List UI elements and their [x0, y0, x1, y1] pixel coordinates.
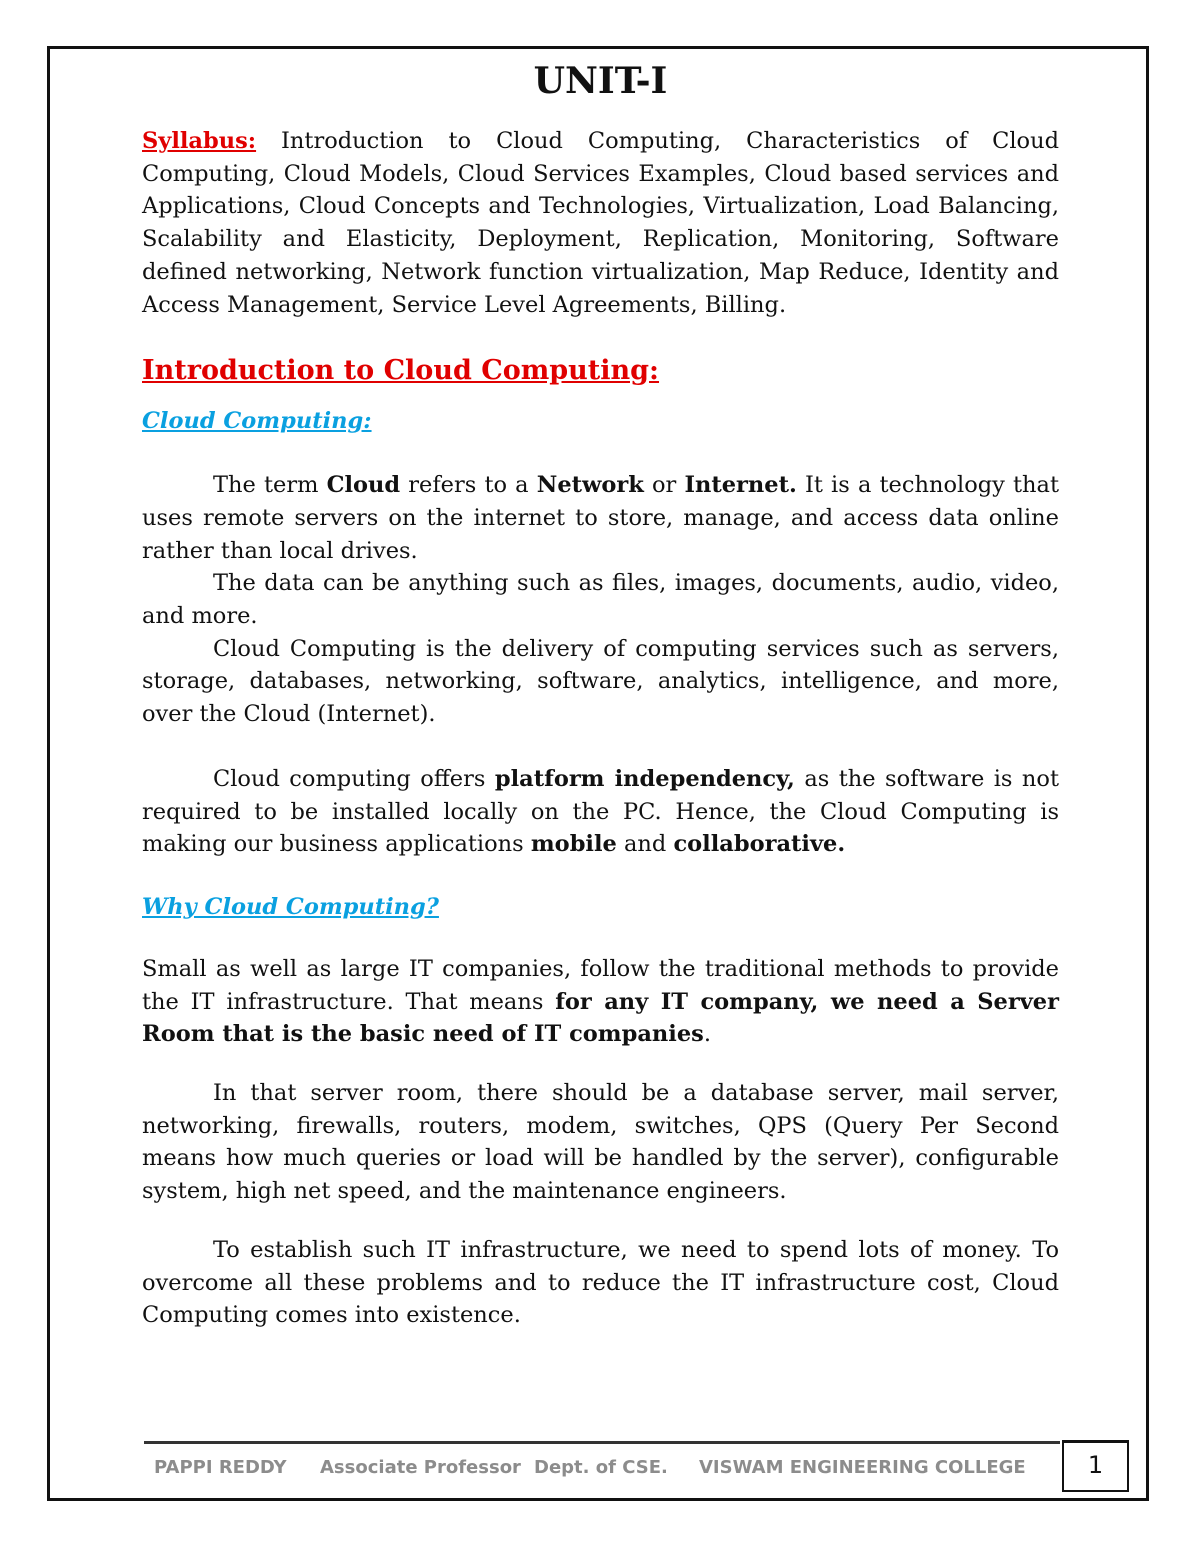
syllabus-label: Syllabus: [142, 128, 257, 154]
text: as the software is not required to be installed locally on the PC. Hence, the Cloud Computing is making our business applications [142, 765, 1059, 858]
bold-text: for any IT company, we need a Server Room that is the basic need of IT companies [142, 988, 1059, 1048]
bold-text: mobile [530, 831, 617, 858]
bold-text: Internet. [684, 472, 797, 499]
text: The term [213, 472, 327, 499]
text: . [703, 1021, 711, 1048]
para-cloud-delivery: Cloud Computing is the delivery of computing services such as servers, storage, databases, networking, software, analytics, intelligence, and more, over the Cloud (Internet). [142, 635, 1059, 728]
para-server-room: In that server room, there should be a database server, mail server, networking, firewalls, routers, modem, switches, QPS (Query Per Second means how much queries or load will be handled by the server), configurable system, high net speed, and the maintenance engineers. [142, 1080, 1059, 1205]
text: refers to a [400, 472, 537, 499]
footer-college: VISWAM ENGINEERING COLLEGE [699, 1457, 1026, 1478]
document-body [142, 55, 1059, 1332]
para-cloud-definition [142, 469, 1059, 567]
why-cloud-heading: Why Cloud Computing? [142, 893, 439, 920]
footer-author: PAPPI REDDY [154, 1457, 287, 1478]
bold-text: Cloud [326, 472, 401, 499]
syllabus-text: Introduction to Cloud Computing, Characteristics of Cloud Computing, Cloud Models, Cloud Services Examples, Cloud based services and Applications, Cloud Concepts and Technologies, Virtualization, Load Balancing, Scalability and Elasticity, Deployment, Replication, Monitoring, Software defined networking, Network function virtualization, Map Reduce, Identity and Access Management, Service Level Agreements, Billing. [142, 128, 1059, 318]
bold-text: Network [536, 472, 644, 499]
para-data-types: The data can be anything such as files, images, documents, audio, video, and more. [142, 570, 1059, 630]
text: and [616, 831, 674, 858]
unit-title: UNIT-I [533, 60, 668, 102]
para-traditional-methods [142, 953, 1059, 1051]
footer-department: Dept. of CSE. [534, 1457, 668, 1478]
text: or [643, 472, 685, 499]
bold-text: platform independency, [494, 765, 795, 792]
intro-heading: Introduction to Cloud Computing: [142, 355, 660, 387]
bold-text: collaborative. [673, 831, 846, 858]
footer-designation: Associate Professor [320, 1457, 521, 1478]
text: Small as well as large IT companies, follow the traditional methods to provide the IT infrastructure. That means [142, 955, 1059, 1015]
footer-divider [144, 1441, 1060, 1444]
page-number: 1 [1062, 1440, 1129, 1492]
para-infrastructure-cost: To establish such IT infrastructure, we need to spend lots of money. To overcome all these problems and to reduce the IT infrastructure cost, Cloud Computing comes into existence. [142, 1236, 1059, 1329]
para-platform-independency [142, 763, 1059, 861]
text: It is a technology that uses remote servers on the internet to store, manage, and access data online rather than local drives. [142, 472, 1059, 564]
text: Cloud computing offers [213, 765, 495, 792]
syllabus-paragraph [142, 125, 1059, 321]
cloud-computing-heading: Cloud Computing: [142, 408, 372, 435]
